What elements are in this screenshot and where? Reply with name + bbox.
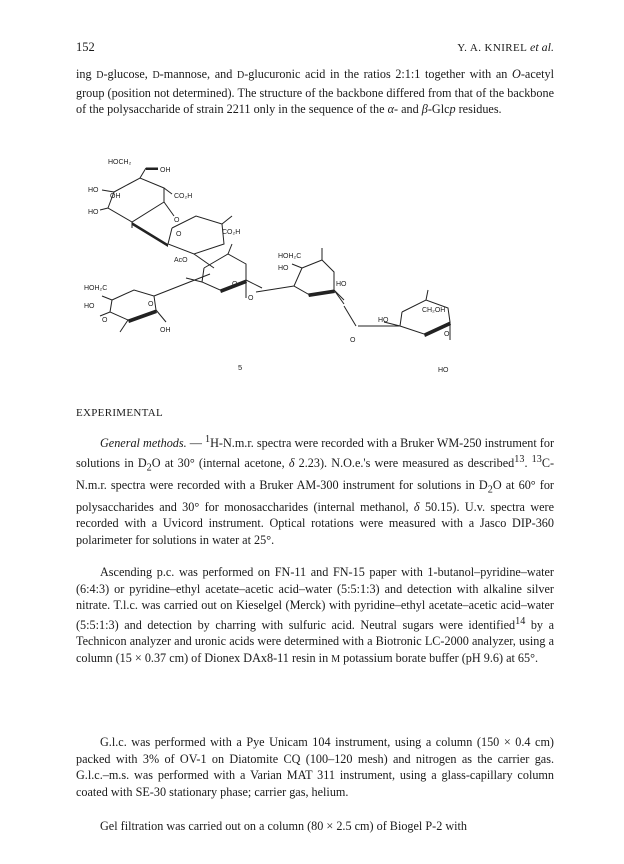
label-ch2oh-right: CH₂OH — [422, 307, 446, 314]
label-o-ring-right: O — [444, 331, 450, 338]
running-head-etal: et al. — [530, 40, 554, 54]
label-ho-mid2: HO — [336, 281, 347, 288]
label-ho-a: HO — [88, 187, 99, 194]
run-in-heading: General methods. — [100, 436, 187, 451]
intro-paragraph: ing D-glucose, D-mannose, and D-glucuronic acid in the ratios 2:1:1 together with an O-acetyl group (position not determined). The structure of the backbone differed from that of the backbone of the polysaccharide of strain 2211 only in the sequence of the α- and β-Glcp residues. — [76, 67, 555, 117]
label-co2h-b: CO₂H — [222, 229, 241, 236]
label-o-link-1: O — [176, 231, 182, 238]
chemical-structure-figure — [82, 150, 482, 385]
paragraph-chromatography: Ascending p.c. was performed on FN-11 and FN-15 paper with 1-butanol–pyridine–water (6:4:3) or pyridine–ethyl acetate–acetic acid–water (5:5:1:3) and detection with alkaline silver nitrate. T.l.c. was carried out on Kieselgel (Merck) with pyridine–ethyl acetate–acetic acid–water (5:5:1:3) and detection by charring with sulfuric acid. Neutral sugars were identified$^{14}$ by a Technicon analyzer and uronic acids were determined with a Biotronic LC-2000 analyzer, using a column (15 × 0.37 cm) of Dionex DAx8-11 resin in M potassium borate buffer (pH 9.6) at 65°. — [76, 565, 554, 666]
label-o-link-2: O — [232, 281, 238, 288]
label-aco: AcO — [174, 257, 188, 264]
label-o-link-4: O — [350, 337, 356, 344]
section-heading-experimental: EXPERIMENTAL — [76, 407, 164, 419]
label-co2h-a: CO₂H — [174, 193, 193, 200]
paragraph-gel-filtration: Gel filtration was carried out on a column (80 × 2.5 cm) of Biogel P-2 with — [100, 819, 467, 833]
label-ho-right: HO — [378, 317, 389, 324]
running-head-author: Y. A. KNIREL — [457, 42, 527, 54]
page-number: 152 — [76, 40, 95, 54]
label-hoch2: HOCH₂ — [108, 159, 132, 166]
paragraph-glc: G.l.c. was performed with a Pye Unicam 104 instrument, using a column (150 × 0.4 cm) packed with 3% of OV-1 on Diatomite CQ (100–120 mesh) and nitrogen as the carrier gas. G.l.c.–m.s. was performed with a Varian MAT 311 instrument, using a glass-capillary column coated with SE-30 stationary phase; carrier gas, helium. — [76, 735, 554, 799]
label-hoh2c-left: HOH₂C — [84, 285, 108, 292]
paragraph-general-methods: General methods. — $^1$H-N.m.r. spectra were recorded with a Bruker WM-250 instrument for solutions in $D_2O$ at 30° (internal acetone, δ 2.23). N.O.e.'s were measured as described$^{13}$. $^{13}$C-N.m.r. spectra were recorded with a Bruker AM-300 instrument for solutions in $D_2O$ at 60° for polysaccharides and 30° for monosaccharides (internal methanol, δ 50.15). U.v. spectra were recorded with a Uvicord instrument. Optical rotations were measured with a Jasco DIP-360 polarimeter for solutions in water at 25°. — [76, 434, 555, 547]
label-oh-a: OH — [110, 193, 121, 200]
label-hoh2c-mid: HOH₂C — [278, 253, 302, 260]
label-ho-b: HO — [88, 209, 99, 216]
label-ho-bottom: HO — [438, 367, 449, 374]
page-header — [76, 40, 554, 56]
running-head — [457, 40, 554, 55]
label-o-link-3: O — [248, 295, 254, 302]
label-ho-left: HO — [84, 303, 95, 310]
structure-number: 5 — [238, 363, 243, 372]
label-o-ring-a: O — [174, 217, 180, 224]
label-oh-left: OH — [160, 327, 171, 334]
label-oh-top: OH — [160, 167, 171, 174]
structure-drawing — [82, 150, 482, 385]
label-o-sub: O — [102, 317, 108, 324]
label-ho-mid: HO — [278, 265, 289, 272]
label-o-ring-left: O — [148, 301, 154, 308]
